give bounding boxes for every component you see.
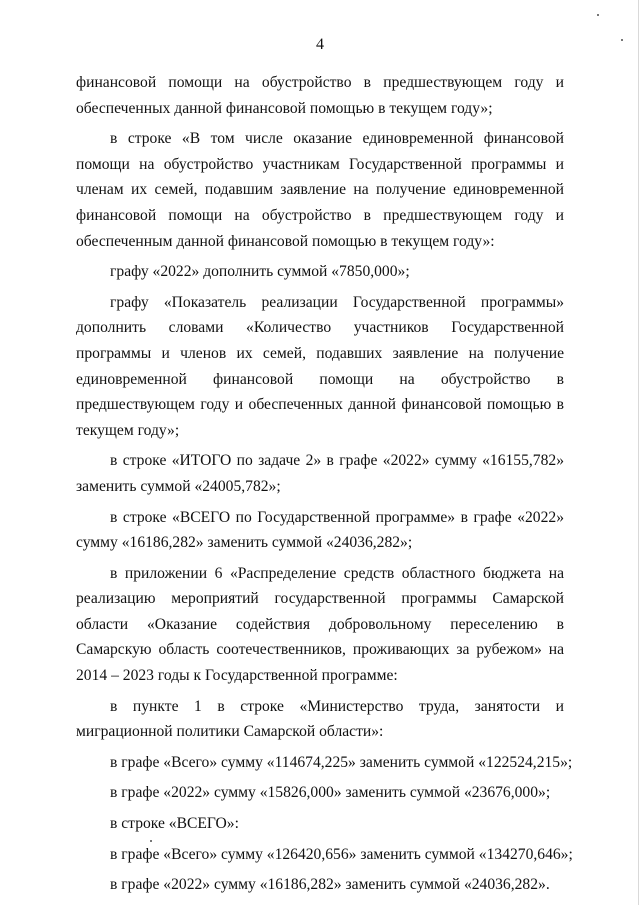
- paragraph-13: в графе «2022» сумму «16186,282» заменить суммой «24036,282».: [110, 876, 550, 894]
- paragraph-6: в строке «ВСЕГО по Государственной программе» в графе «2022» сумму «16186,282» заменить суммой «24036,282»;: [76, 508, 564, 552]
- paragraph-5: в строке «ИТОГО по задаче 2» в графе «2022» сумму «16155,782» заменить суммой «24005,782»;: [76, 452, 564, 495]
- paragraph-8: в пункте 1 в строке «Министерство труда, занятости и миграционной политики Самарской области»:: [76, 697, 564, 741]
- scan-speck: [597, 14, 599, 16]
- paragraph-10: в графе «2022» сумму «15826,000» заменить суммой «23676,000»;: [110, 784, 551, 802]
- document-body: [76, 70, 573, 898]
- paragraph-4: графу «Показатель реализации Государственной программы» дополнить словами «Количество участников Государственной программы и членов их семей, подавших заявление на получение единовременной финансовой помощи на обустройство в предшествующем году и обеспеченных данной финансовой помощью в текущем году»;: [76, 293, 564, 439]
- scan-edge-line: [638, 0, 639, 905]
- paragraph-3: графу «2022» дополнить суммой «7850,000»;: [110, 263, 410, 281]
- scan-speck: [150, 840, 152, 842]
- paragraph-1: финансовой помощи на обустройство в предшествующем году и обеспеченных данной финансовой помощью в текущем году»;: [76, 74, 564, 117]
- page-number: 4: [316, 36, 324, 53]
- scan-speck: [621, 39, 623, 41]
- paragraph-9: в графе «Всего» сумму «114674,225» заменить суммой «122524,215»;: [110, 753, 573, 771]
- paragraph-2: в строке «В том числе оказание единовременной финансовой помощи на обустройство участникам Государственной программы и членам их семей, подавшим заявление на получение единовременной финансовой помощи на обустройство в предшествующем году и обеспеченным данной финансовой помощью в текущем году»:: [76, 130, 564, 250]
- paragraph-12: в графе «Всего» сумму «126420,656» заменить суммой «134270,646»;: [110, 845, 573, 863]
- paragraph-11: в строке «ВСЕГО»:: [110, 815, 239, 833]
- paragraph-7: в приложении 6 «Распределение средств областного бюджета на реализацию мероприятий государственной программы Самарской области «Оказание содействия добровольному переселению в Самарскую область соотечественников, проживающих за рубежом» на 2014 – 2023 годы к Государственной программе:: [76, 564, 564, 685]
